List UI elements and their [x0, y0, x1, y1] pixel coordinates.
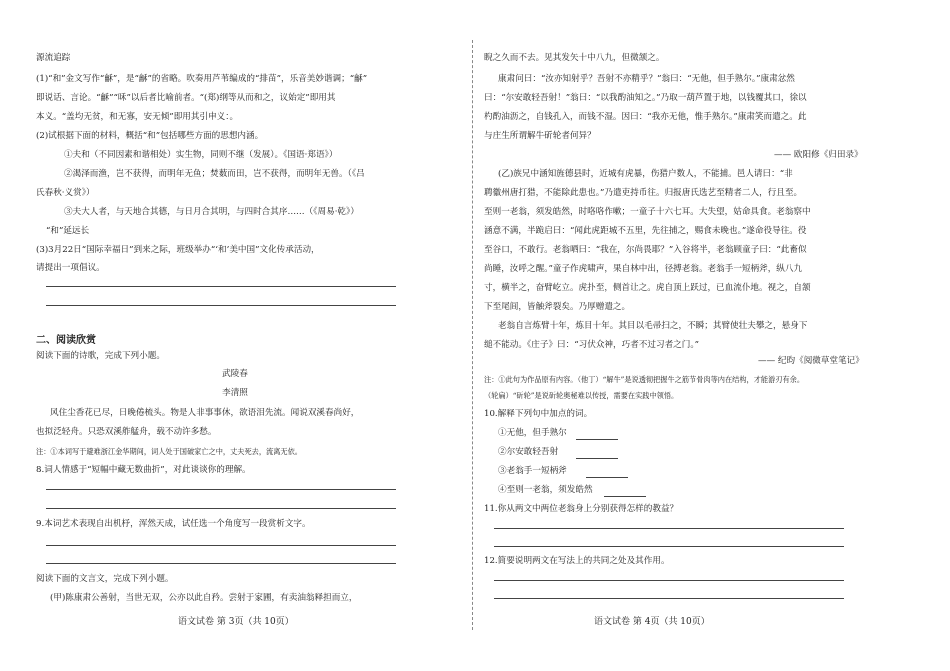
text-line: 本义。“盖均无贫，和无寡，安无倾”即用其引申义：。	[36, 112, 239, 122]
text-line: 睨之久而不去。见其发矢十中八九，但微颔之。	[484, 53, 665, 63]
text-line: (2)试根据下面的材料，概括“和”包括哪些方面的思想内涵。	[36, 131, 264, 141]
text-line: ②渴泽而渔，岂不获得，而明年无鱼；焚薮而田，岂不获得，而明年无兽。（《吕	[64, 169, 365, 179]
passage-b-line: 至谷口，不敢行。老翁哂曰：“我在，尔尚畏耶？”入谷将半，老翁顾童子曰：“此畜似	[484, 245, 807, 255]
answer-line[interactable]	[46, 563, 396, 564]
answer-line[interactable]	[46, 545, 396, 546]
poem-line: 风住尘香花已尽，日晚倦梳头。物是人非事事休，欲语泪先流。闻说双溪春尚好，	[50, 408, 360, 418]
poem-line: 也拟泛轻舟。只恐双溪舴艋舟，载不动许多愁。	[36, 427, 217, 437]
page-divider	[472, 40, 473, 630]
answer-line[interactable]	[46, 489, 396, 490]
text-line: ③夫大人者，与天地合其德，与日月合其明，与四时合其序……（《周易·乾》）	[64, 207, 359, 217]
answer-blank[interactable]	[576, 439, 618, 440]
poem-author: 李清照	[222, 388, 248, 398]
q10-item: ③老翁手一短柄斧	[498, 466, 567, 476]
answer-line[interactable]	[46, 508, 396, 509]
source-citation: —— 纪昀《阅微草堂笔记》	[758, 356, 864, 366]
page-footer: 语文试卷 第 4页（共 10页）	[594, 617, 710, 627]
source-citation: —— 欧阳修《归田录》	[774, 150, 863, 160]
q10-item: ①无他，但手熟尔	[498, 428, 567, 438]
text-line: (1)“和”金文写作“龢”，是“龢”的省略。吹奏用芦苇编成的“排苗”，乐音美妙谐调；“龢”	[36, 74, 368, 84]
text-line: 请提出一项倡议。	[36, 263, 105, 273]
q10-item: ④至则一老翁，须发皓然	[498, 485, 593, 495]
text-line: “和”延远长	[46, 226, 90, 236]
answer-line[interactable]	[494, 528, 844, 529]
poem-note: 注：①本词写于避难浙江金华期间，词人处于国破家亡之中，丈夫死去，流离无依。	[36, 447, 302, 456]
passage-b-line: 下至尾闾，皆触斧裂矣。乃厚赠遣之。	[484, 302, 631, 312]
question-10: 10.解释下列句中加点的词。	[484, 409, 593, 419]
text-line: ①夫和（不同因素和谐相处）实生物，同则不继（发展）。《国语·郑语》）	[64, 150, 338, 160]
text-line: 曰：“尔安敢轻吾射！”翁曰：“以我酌油知之。”乃取一葫芦置于地，以钱覆其口，徐以	[484, 93, 807, 103]
answer-line[interactable]	[494, 598, 844, 599]
answer-blank[interactable]	[586, 477, 628, 478]
passage-a-start: (甲)陈康肃公善射，当世无双，公亦以此自矜。尝射于家圃，有卖油翁释担而立，	[50, 593, 358, 603]
passage-b-line: (乙)族兄中涵知旌德县时，近城有虎暴，伤猎户数人，不能捕。邑人请曰：“非	[498, 169, 793, 179]
text-line: 杓酌油沥之，自钱孔入，而钱不湿。因曰：“我亦无他，惟手熟尔。”康肃笑而遣之。此	[484, 112, 807, 122]
text-line: 即说话、言论。“龢”“咊”以后者比喻前者。“(郑)纲等从而和之，议始定”即用其	[36, 93, 336, 103]
question-12: 12.简要说明两文在写法上的共同之处及其作用。	[484, 556, 670, 566]
answer-line[interactable]	[494, 580, 844, 581]
answer-blank[interactable]	[604, 496, 646, 497]
section-title: 二、阅读欣赏	[36, 335, 96, 346]
passage-b-line: 聘徽州唐打猎，不能除此患也。”乃遣吏持币往。归报唐氏选艺至精者二人，行且至。	[484, 188, 803, 198]
passage-b-line: 至则一老翁，须发皓然，时咯咯作嗽；一童子十六七耳。大失望，姑命具食。老翁察中	[484, 207, 811, 217]
text-line: 源流追踪	[36, 53, 71, 63]
text-line: 与庄生所谓解牛斫轮者何异？	[484, 131, 596, 141]
passage-b-line: 尚睡，汝呼之醒。”童子作虎啸声，果自林中出，径搏老翁。老翁手一短柄斧，纵八九	[484, 264, 803, 274]
footnote: 注：①此句为作品原有内容。（他丁）“解牛”是说透彻把握牛之筋节骨肉等内在结构，才能游刃有余。	[484, 375, 805, 384]
question-11: 11.你从两文中两位老翁身上分别获得怎样的教益？	[484, 504, 679, 514]
page-footer: 语文试卷 第 3页（共 10页）	[178, 617, 294, 627]
passage-b-line: 寸，横半之，奋臂屹立。虎扑至，侧首让之。虎自顶上跃过，已血流仆地。视之，自颔	[484, 283, 811, 293]
text-line: 康肃问曰：“汝亦知射乎？吾射不亦精乎？”翁曰：“无他，但手熟尔。”康肃忿然	[498, 74, 795, 84]
footnote: （轮扁）“斫轮”是说斫轮奥秘难以传授，需要在实践中领悟。	[484, 391, 679, 400]
text-line: (3)3月22日“国际幸福日”到来之际，班级举办“‘和’美中国”文化传承活动，	[36, 245, 320, 255]
instruction: 阅读下面的诗歌，完成下列小题。	[36, 351, 165, 361]
text-line: 氏春秋·义赏》）	[36, 188, 95, 198]
answer-line[interactable]	[46, 305, 396, 306]
answer-line[interactable]	[46, 286, 396, 287]
passage-b-line: 涵意不满，半跪启曰：“闻此虎距城不五里，先往捕之，赐食未晚也。”遂命役导往。役	[484, 226, 807, 236]
q10-item: ②尔安敢轻吾射	[498, 447, 559, 457]
passage-b-line: 缒不能动。《庄子》曰：“习伏众神，巧者不过习者之门。”	[484, 340, 700, 350]
question-8: 8.词人情感于“短幅中藏无数曲折”，对此谈谈你的理解。	[36, 465, 251, 475]
instruction: 阅读下面的文言文，完成下列小题。	[36, 574, 174, 584]
answer-line[interactable]	[494, 546, 844, 547]
question-9: 9.本词艺术表现自出机杼，浑然天成，试任选一个角度写一段赏析文字。	[36, 519, 311, 529]
poem-title: 武陵春	[222, 369, 248, 379]
passage-b-line: 老翁自言炼臂十年，炼目十年。其目以毛帚扫之，不瞬；其臂使壮夫攀之，悬身下	[498, 321, 808, 331]
answer-blank[interactable]	[576, 458, 618, 459]
